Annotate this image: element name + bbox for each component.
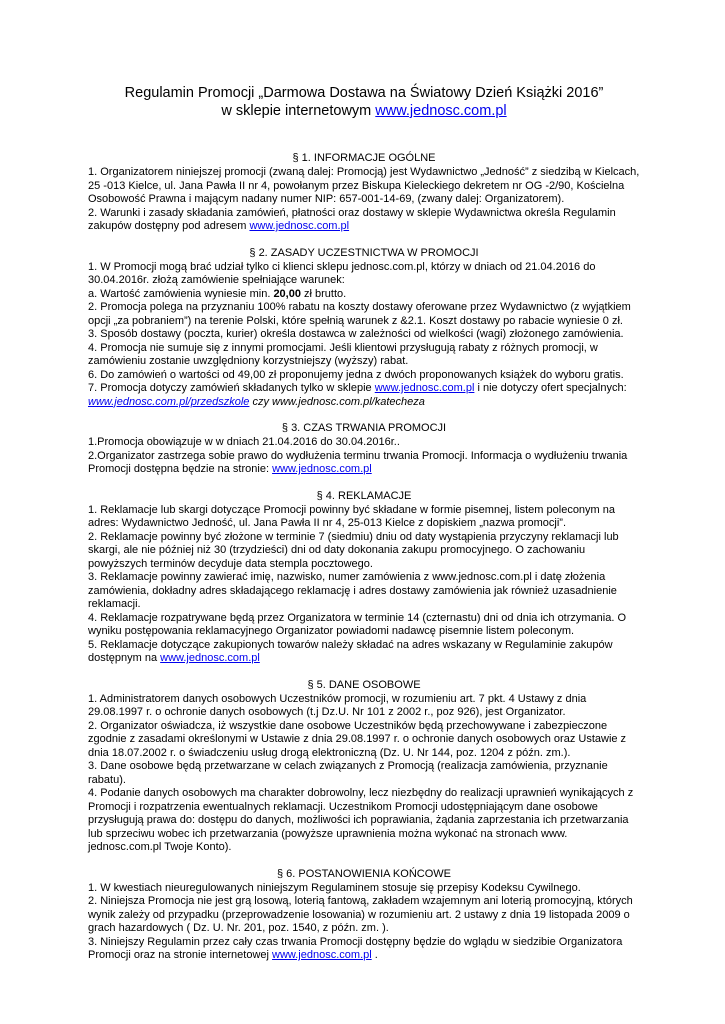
s6-p3-link[interactable]: www.jednosc.com.pl xyxy=(272,949,372,961)
s3-paragraph-1: 1.Promocja obowiązuje w w dniach 21.04.2016 do 30.04.2016r.. xyxy=(88,436,400,448)
s1-p2-link[interactable]: www.jednosc.com.pl xyxy=(249,220,350,232)
s6-paragraph-1: 1. W kwestiach nieuregulowanych niniejszym Regulaminem stosuje się przepisy Kodeksu Cywilnego. xyxy=(88,881,581,894)
section-1 xyxy=(88,151,640,234)
document-page xyxy=(88,84,640,975)
section-6 xyxy=(88,867,640,963)
s1-paragraph-1: 1. Organizatorem niniejszej promocji (zwaną dalej: Promocją) jest Wydawnictwo „Jedność” z siedzibą w Kielcach, 25 -013 Kielce, ul. Jana Pawła II nr 4, powołanym przez Biskupa Kieleckiego dekretem nr OG -2/90, Kościelna Osobowość Prawna i mającym nadany numer NIP: 657-001-14-69, (zwany dalej: Organizatorem). xyxy=(88,166,640,205)
s6-p3-text: 3. Niniejszy Regulamin przez cały czas trwania Promocji dostępny będzie do wglądu w siedzibie Organizatora Promocji oraz na stronie internetowej xyxy=(88,935,623,961)
s2-pa-text: a. Wartość zamówienia wyniesie min. xyxy=(88,287,274,300)
s2-p7-text: 7. Promocja dotyczy zamówień składanych tylko w sklepie xyxy=(88,382,375,394)
s3-paragraph-2 xyxy=(88,450,640,477)
section-1-heading: § 1. INFORMACJE OGÓLNE xyxy=(292,152,436,164)
s1-p2-text: 2. Warunki i zasady składania zamówień, płatności oraz dostawy w sklepie Wydawnictwa określa Regulamin zakupów dostępny pod adresem xyxy=(88,206,616,232)
title-link[interactable]: www.jednosc.com.pl xyxy=(375,103,507,119)
title-line-2 xyxy=(88,102,640,120)
section-2 xyxy=(88,246,640,410)
s2-p7-katecheza: www.jednosc.com.pl/katecheza xyxy=(272,395,425,408)
s6-p3-tail: . xyxy=(371,949,378,961)
section-6-heading: § 6. POSTANOWIENIA KOŃCOWE xyxy=(277,867,451,880)
section-3 xyxy=(88,421,640,477)
s2-paragraph-6: 6. Do zamówień o wartości od 49,00 zł proponujemy jedna z dwóch proponowanych książek do wyboru gratis. xyxy=(88,368,624,381)
section-2-heading: § 2. ZASADY UCZESTNICTWA W PROMOCJI xyxy=(249,246,479,259)
title-line-1: Regulamin Promocji „Darmowa Dostawa na Światowy Dzień Książki 2016” xyxy=(124,85,604,101)
s4-paragraph-4: 4. Reklamacje rozpatrywane będą przez Organizatora w terminie 14 (czternastu) dni od dnia ich otrzymania. O wyniku postępowania reklamacyjnego Organizator powiadomi nadawcę pisemnie listem poleconym. xyxy=(88,611,627,637)
s2-pa-bold: 20,00 xyxy=(273,287,301,300)
s2-p7-mid: czy xyxy=(249,395,273,408)
s5-paragraph-4: 4. Podanie danych osobowych ma charakter dobrowolny, lecz niezbędny do realizacji uprawnień wynikających z Promocji i rozpatrzenia ewentualnych reklamacji. Uczestnikom Promocji udostępniającym dane osobowe przysługują prawa do: dostępu do danych, możliwości ich poprawiania, żądania zaprzestania ich przetwarzania lub sprzeciwu wobec ich przetwarzania (powyższe uprawnienia można wykonać na stronach www. jednosc.com.pl Twoje Konto). xyxy=(88,787,634,853)
s2-paragraph-3: 3. Sposób dostawy (poczta, kurier) określa dostawca w zależności od wielkości (wagi) złożonego zamówienia. xyxy=(88,328,624,340)
s4-paragraph-1: 1. Reklamacje lub skargi dotyczące Promocji powinny być składane w formie pisemnej, listem poleconym na adres: Wydawnictwo Jedność, ul. Jana Pawła II nr 4, 25-013 Kielce z dopiskiem „nazwa promocji”. xyxy=(88,503,616,529)
s2-paragraph-4: 4. Promocja nie sumuje się z innymi promocjami. Jeśli klientowi przysługują rabaty z różnych promocji, w zamówieniu zostanie uwzględniony korzystniejszy (wyższy) rabat. xyxy=(88,341,598,367)
s1-paragraph-2 xyxy=(88,207,640,234)
s2-p7-link-przedszkole[interactable]: www.jednosc.com.pl/przedszkole xyxy=(88,395,250,408)
section-4-heading: § 4. REKLAMACJE xyxy=(316,489,412,502)
s2-paragraph-1: 1. W Promocji mogą brać udział tylko ci klienci sklepu jednosc.com.pl, którzy w dniach od 21.04.2016 do 30.04.2016r. złożą zamówienie spełniające warunek: xyxy=(88,260,596,286)
s4-paragraph-2: 2. Reklamacje powinny być złożone w terminie 7 (siedmiu) dniu od daty wystąpienia przyczyny reklamacji lub skargi, ale nie później niż 30 (trzydzieści) dni od daty dokonania zakupu promocyjnego. O zachowaniu powyższych terminów decyduje data stempla pocztowego. xyxy=(88,530,619,570)
title-prefix: w sklepie internetowym xyxy=(221,103,376,119)
s2-pa-tail: zł brutto. xyxy=(300,287,347,300)
s2-paragraph-2: 2. Promocja polega na przyznaniu 100% rabatu na koszty dostawy oferowane przez Wydawnictwo (z wyjątkiem opcji „za pobraniem”) na terenie Polski, które spełnią warunek z &2.1. Koszt dostawy po rabacie wyniesie 0 zł. xyxy=(88,301,631,327)
s6-paragraph-3 xyxy=(88,936,640,963)
s5-paragraph-2: 2. Organizator oświadcza, iż wszystkie dane osobowe Uczestników będą przechowywane i zabezpieczone zgodnie z zasadami określonymi w Ustawie z dnia 29.08.1997 r. o ochronie danych osobowych oraz Ustawie z dnia 18.07.2002 r. o świadczeniu usług drogą elektroniczną (Dz. U. Nr 144, poz. 1204 z późn. zm.). xyxy=(88,719,627,759)
s4-paragraph-3: 3. Reklamacje powinny zawierać imię, nazwisko, numer zamówienia z www.jednosc.com.pl i datę złożenia zamówienia, dokładny adres składającego reklamację i adres dostawy zamówienia jak również uzasadnienie reklamacji. xyxy=(88,571,617,610)
document-title xyxy=(88,84,640,120)
s2-paragraph-a xyxy=(88,288,640,302)
s2-p7-link[interactable]: www.jednosc.com.pl xyxy=(374,382,475,394)
s4-paragraph-5 xyxy=(88,639,640,666)
s5-paragraph-3: 3. Dane osobowe będą przetwarzane w celach związanych z Promocją (realizacja zamówienia, przyznanie rabatu). xyxy=(88,760,608,786)
s4-p5-text: 5. Reklamacje dotyczące zakupionych towarów należy składać na adres wskazany w Regulaminie zakupów dostępnym na xyxy=(88,638,613,664)
s6-paragraph-2: 2. Niniejsza Promocja nie jest grą losową, loterią fantową, zakładem wzajemnym ani loterią promocyjną, których wynik zależy od przypadku (przeprowadzenie losowania) w rozumieniu art. 2 ustawy z dnia 19 listopada 2009 o grach hazardowych ( Dz. U. Nr. 201, poz. 1540, z późn. zm. ). xyxy=(88,895,633,934)
s3-p2-link[interactable]: www.jednosc.com.pl xyxy=(272,463,372,475)
s2-p7-tail: i nie dotyczy ofert specjalnych: xyxy=(474,382,627,394)
section-4 xyxy=(88,489,640,666)
s4-p5-link[interactable]: www.jednosc.com.pl xyxy=(160,652,260,664)
s3-p2-text: 2.Organizator zastrzega sobie prawo do wydłużenia terminu trwania Promocji. Informacja o wydłużeniu trwania Promocji dostępna będzie na stronie: xyxy=(88,449,628,475)
s2-paragraph-7 xyxy=(88,382,640,409)
s5-paragraph-1: 1. Administratorem danych osobowych Uczestników promocji, w rozumieniu art. 7 pkt. 4 Ustawy z dnia 29.08.1997 r. o ochronie danych osobowych (t.j Dz.U. Nr 101 z 2002 r., poz 926), jest Organizator. xyxy=(88,692,587,718)
section-5-heading: § 5. DANE OSOBOWE xyxy=(307,678,421,691)
section-3-heading: § 3. CZAS TRWANIA PROMOCJI xyxy=(281,422,447,434)
section-5 xyxy=(88,678,640,855)
